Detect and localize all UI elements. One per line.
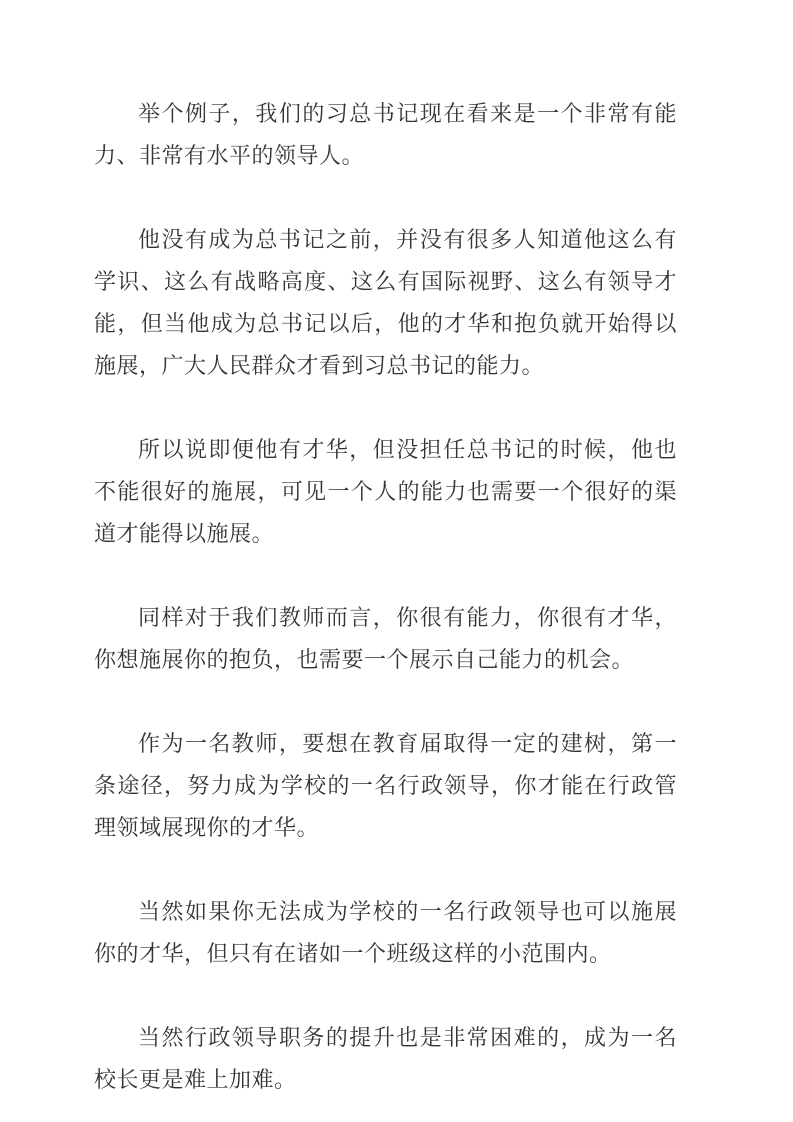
paragraph-2: 他没有成为总书记之前，并没有很多人知道他这么有学识、这么有战略高度、这么有国际视野、这么有领导才能，但当他成为总书记以后，他的才华和抱负就开始得以施展，广大人民群众才看到习总书记的能力。 <box>94 227 677 378</box>
paragraph-7: 当然行政领导职务的提升也是非常困难的，成为一名校长更是难上加难。 <box>94 1025 677 1092</box>
paragraph-3: 所以说即便他有才华，但没担任总书记的时候，他也不能很好的施展，可见一个人的能力也需要一个很好的渠道才能得以施展。 <box>94 437 677 546</box>
paragraph-6: 当然如果你无法成为学校的一名行政领导也可以施展你的才华，但只有在诸如一个班级这样的小范围内。 <box>94 899 677 966</box>
paragraph-1: 举个例子，我们的习总书记现在看来是一个非常有能力、非常有水平的领导人。 <box>94 101 677 168</box>
paragraph-5: 作为一名教师，要想在教育届取得一定的建树，第一条途径，努力成为学校的一名行政领导，你才能在行政管理领域展现你的才华。 <box>94 731 677 840</box>
paragraph-4: 同样对于我们教师而言，你很有能力，你很有才华，你想施展你的抱负，也需要一个展示自己能力的机会。 <box>94 605 677 672</box>
